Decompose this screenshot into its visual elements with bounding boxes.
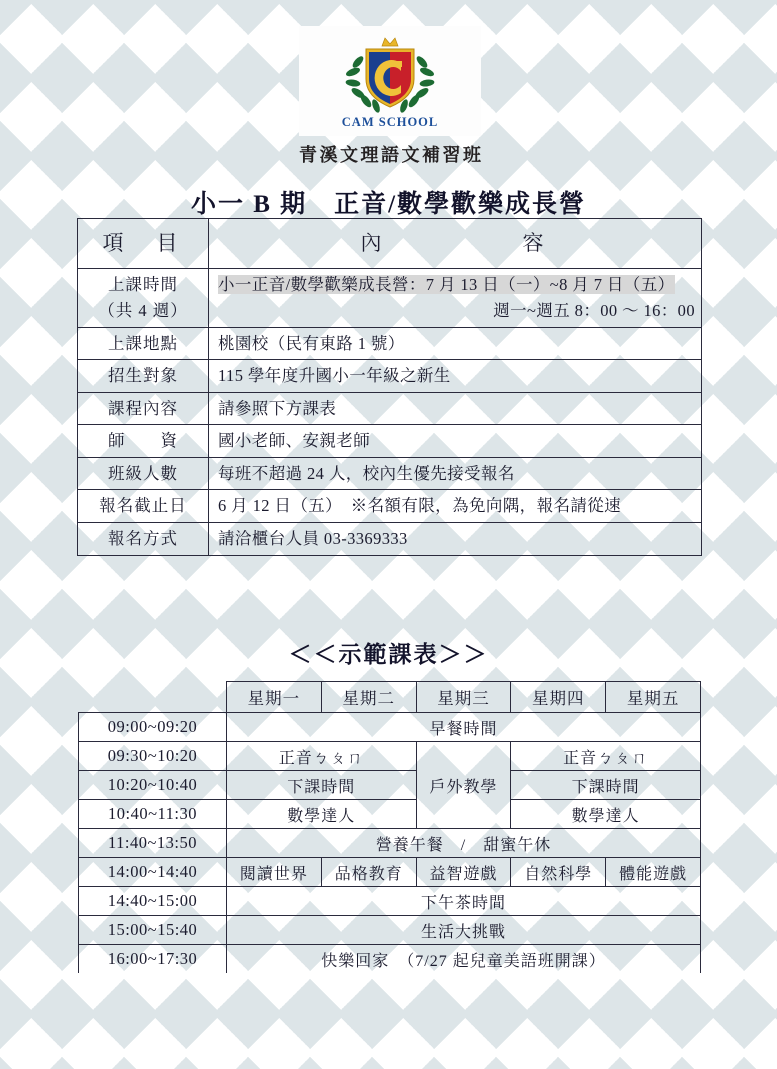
info-value-location: 桃園校（民有東路 1 號） bbox=[209, 327, 702, 360]
schedule-row bbox=[79, 713, 701, 742]
info-key-signup-method: 報名方式 bbox=[78, 523, 209, 556]
info-row-deadline bbox=[78, 490, 702, 523]
info-value-class-time-line2: 週一~週五 8：00 ～ 16：00 bbox=[493, 301, 695, 321]
schedule-time-cell: 11:40~13:50 bbox=[79, 829, 227, 858]
info-row-class-size bbox=[78, 457, 702, 490]
schedule-row bbox=[79, 887, 701, 916]
schedule-activity-cell: 自然科學 bbox=[511, 858, 606, 887]
schedule-row bbox=[79, 945, 701, 974]
schedule-time-cell: 09:30~10:20 bbox=[79, 742, 227, 771]
info-key-class-time bbox=[78, 268, 209, 327]
logo-block bbox=[299, 26, 484, 167]
info-value-class-size: 每班不超過 24 人，校內生優先接受報名 bbox=[209, 457, 702, 490]
info-value-class-time bbox=[209, 268, 702, 327]
schedule-activity-cell: 下課時間 bbox=[227, 771, 417, 800]
info-header-value: 內 容 bbox=[209, 219, 702, 269]
logo-card bbox=[299, 26, 481, 136]
schedule-time-cell: 16:00~17:30 bbox=[79, 945, 227, 974]
school-name: 青溪文理語文補習班 bbox=[299, 145, 484, 165]
info-key-class-time-line2: （共 4 週） bbox=[98, 300, 188, 320]
schedule-row bbox=[79, 800, 701, 829]
schedule-time-cell: 10:40~11:30 bbox=[79, 800, 227, 829]
schedule-activity-cell: 營養午餐 / 甜蜜午休 bbox=[227, 829, 701, 858]
schedule-row bbox=[79, 858, 701, 887]
cam-school-wordmark: CAM SCHOOL bbox=[341, 115, 439, 129]
info-value-faculty: 國小老師、安親老師 bbox=[209, 425, 702, 458]
schedule-day-header-3: 星期三 bbox=[416, 682, 511, 713]
schedule-activity-cell: 正音ㄅㄆㄇ bbox=[227, 742, 417, 771]
schedule-activity-cell: 下課時間 bbox=[511, 771, 701, 800]
schedule-row bbox=[79, 771, 701, 800]
schedule-day-header-2: 星期二 bbox=[321, 682, 416, 713]
info-key-faculty: 師 資 bbox=[78, 425, 209, 458]
info-key-curriculum: 課程內容 bbox=[78, 392, 209, 425]
schedule-time-cell: 09:00~09:20 bbox=[79, 713, 227, 742]
info-row-class-time bbox=[78, 268, 702, 327]
info-row-curriculum bbox=[78, 392, 702, 425]
schedule-activity-cell: 益智遊戲 bbox=[416, 858, 511, 887]
schedule-activity-cell: 品格教育 bbox=[321, 858, 416, 887]
schedule-activity-cell: 戶外教學 bbox=[416, 742, 511, 829]
info-value-curriculum: 請參照下方課表 bbox=[209, 392, 702, 425]
schedule-time-cell: 10:20~10:40 bbox=[79, 771, 227, 800]
info-header-key: 項 目 bbox=[78, 219, 209, 269]
schedule-activity-cell: 早餐時間 bbox=[227, 713, 701, 742]
schedule-corner-cell bbox=[79, 682, 227, 713]
schedule-time-cell: 14:00~14:40 bbox=[79, 858, 227, 887]
info-key-class-size: 班級人數 bbox=[78, 457, 209, 490]
sample-schedule-table bbox=[78, 681, 701, 973]
info-table-header-row bbox=[78, 219, 702, 269]
cam-school-crest-icon bbox=[338, 32, 442, 116]
info-row-target bbox=[78, 360, 702, 393]
schedule-activity-cell: 閱讀世界 bbox=[227, 858, 322, 887]
schedule-activity-cell: 下午茶時間 bbox=[227, 887, 701, 916]
schedule-time-cell: 15:00~15:40 bbox=[79, 916, 227, 945]
schedule-day-header-5: 星期五 bbox=[606, 682, 701, 713]
schedule-title: ＜＜示範課表＞＞ bbox=[288, 642, 489, 667]
schedule-activity-cell: 體能遊戲 bbox=[606, 858, 701, 887]
schedule-activity-cell: 正音ㄅㄆㄇ bbox=[511, 742, 701, 771]
info-key-class-time-line1: 上課時間 bbox=[108, 275, 178, 295]
schedule-day-header-1: 星期一 bbox=[227, 682, 322, 713]
course-info-table bbox=[77, 218, 702, 556]
info-row-faculty bbox=[78, 425, 702, 458]
info-value-class-time-highlight: 小一正音/數學歡樂成長營：7 月 13 日（一）~8 月 7 日（五） bbox=[218, 274, 675, 294]
schedule-activity-cell: 數學達人 bbox=[227, 800, 417, 829]
info-value-signup-method: 請洽櫃台人員 03-3369333 bbox=[209, 523, 702, 556]
page-title: 小一 B 期 正音/數學歡樂成長營 bbox=[190, 191, 587, 218]
schedule-row bbox=[79, 829, 701, 858]
info-row-location bbox=[78, 327, 702, 360]
info-row-signup-method bbox=[78, 523, 702, 556]
schedule-activity-cell: 數學達人 bbox=[511, 800, 701, 829]
schedule-time-cell: 14:40~15:00 bbox=[79, 887, 227, 916]
schedule-row bbox=[79, 742, 701, 771]
info-value-deadline: 6 月 12 日（五） ※名額有限，為免向隅，報名請從速 bbox=[209, 490, 702, 523]
schedule-activity-cell: 快樂回家 （7/27 起兒童美語班開課） bbox=[227, 945, 701, 974]
schedule-header-row bbox=[79, 682, 701, 713]
info-value-target: 115 學年度升國小一年級之新生 bbox=[209, 360, 702, 393]
info-key-location: 上課地點 bbox=[78, 327, 209, 360]
info-key-target: 招生對象 bbox=[78, 360, 209, 393]
info-key-deadline: 報名截止日 bbox=[78, 490, 209, 523]
schedule-activity-cell: 生活大挑戰 bbox=[227, 916, 701, 945]
schedule-row bbox=[79, 916, 701, 945]
schedule-day-header-4: 星期四 bbox=[511, 682, 606, 713]
